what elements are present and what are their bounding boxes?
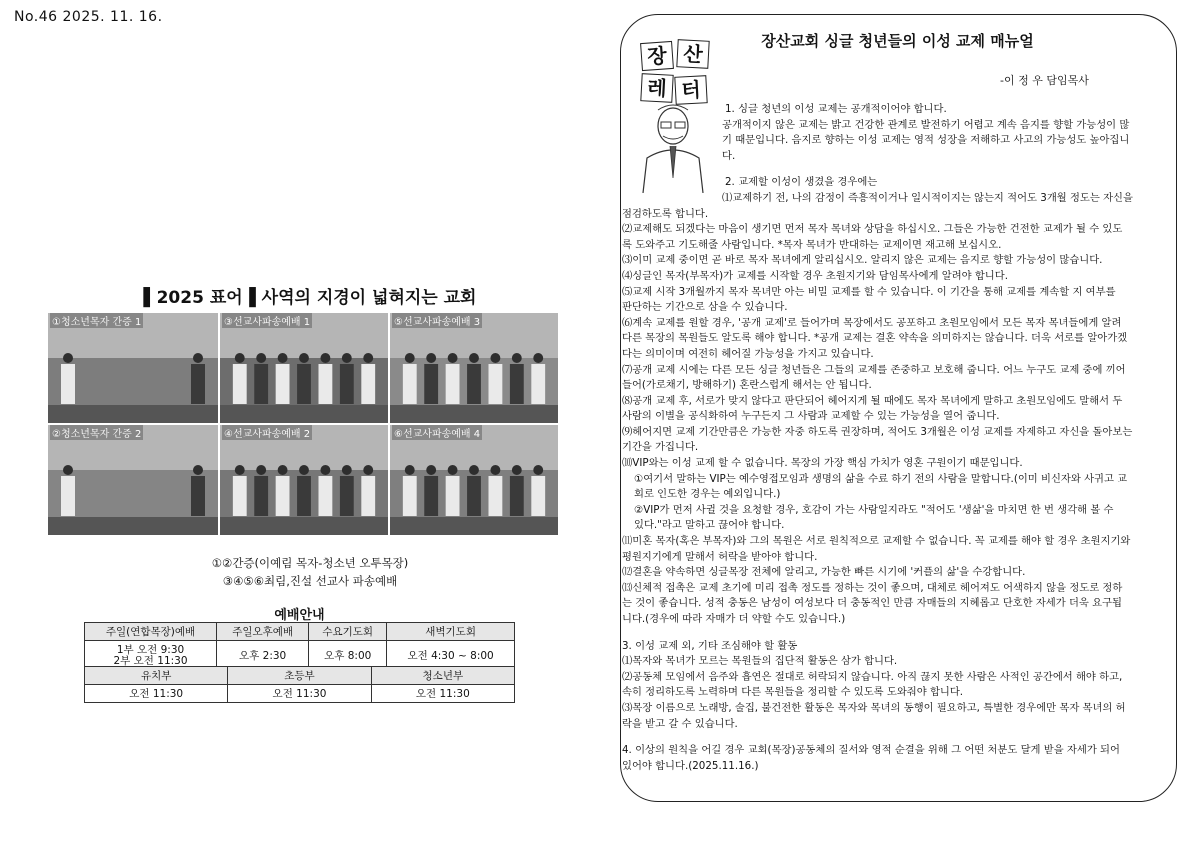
service-time: 오후 2:30 [217, 641, 309, 672]
article-line: ⑻공개 교제 후, 서로가 맞지 않다고 판단되어 헤어지게 될 때에도 목자 목녀에게 말하고 초원모임에도 말해서 두 [622, 394, 1123, 407]
article-line: ⑶이미 교제 중이면 곧 바로 목자 목녀에게 알리십시오. 알리지 않은 교제는 음지로 향할 가능성이 많습니다. [622, 254, 1103, 267]
event-photo [48, 425, 218, 535]
article-line: 들어(가로채기, 방해하기) 혼란스럽게 해서는 안 됩니다. [622, 379, 872, 392]
event-photo [220, 425, 388, 535]
photo-caption-1: ①②간증(이예림 목자-청소년 오투목장) [211, 556, 409, 570]
article-line: 는 것이 좋습니다. 성적 충동은 남성이 여성보다 더 충동적인 만큼 자매들의 지혜롭고 단호한 자세가 더욱 요구됩 [622, 597, 1122, 610]
logo-tile: 레 [640, 73, 673, 103]
service-header: 주일(연합목장)예배 [85, 623, 217, 641]
article-line: ⑴목자와 목녀가 모르는 목원들의 집단적 활동은 삼가 합니다. [622, 655, 898, 668]
photo-scene [390, 313, 558, 423]
article-line: 있어야 합니다.(2025.11.16.) [622, 759, 759, 772]
photo-label: ⑤선교사파송예배 3 [392, 313, 482, 328]
article-line: 기 때문입니다. 음지로 향하는 이성 교제는 영적 성장을 저해하고 사고의 가능성도 높아집니 [722, 134, 1130, 147]
article-line: 다는 의미이며 여전히 헤어질 가능성을 가지고 있습니다. [622, 347, 874, 360]
photo-label: ③선교사파송예배 1 [222, 313, 312, 328]
event-photo [48, 313, 218, 423]
dept-header: 초등부 [228, 667, 371, 685]
event-photo [220, 313, 388, 423]
article-line: ⑺공개 교제 시에는 다른 모든 싱글 청년들은 그들의 교제를 존중하고 보호해 줍니다. 어느 누구도 교제 중에 끼어 [622, 363, 1126, 376]
article-line: ⑼헤어지면 교제 기간만큼은 가능한 자중 하도록 권장하며, 적어도 3개월은 이성 교제를 자제하고 자신을 돌아보는 [622, 425, 1133, 438]
event-photo [390, 313, 558, 423]
dept-time: 오전 11:30 [228, 685, 371, 703]
article-line: ⑴교제하기 전, 나의 감정이 즉흥적이거나 일시적이지는 않는지 적어도 3개월 정도는 자신을 [722, 191, 1133, 204]
event-photo [390, 425, 558, 535]
photo-scene [220, 313, 388, 423]
dept-time: 오전 11:30 [85, 685, 228, 703]
dept-header: 청소년부 [371, 667, 514, 685]
article-line: 니다.(경우에 따라 자매가 더 약할 수도 있습니다.) [622, 613, 846, 625]
article-line: 락을 받고 갈 수 있습니다. [622, 717, 738, 730]
service-guide-title: 예배안내 [274, 608, 325, 623]
photo-scene [220, 425, 388, 535]
article-line: ①여기서 말하는 VIP는 예수영접모임과 생명의 삶을 수료 하기 전의 사람을 말합니다.(이미 비신자와 사귀고 교 [634, 472, 1128, 485]
article-line: 3. 이성 교제 외, 기타 조심해야 할 활동 [622, 639, 798, 652]
article-line: ⑹계속 교제를 원할 경우, '공개 교제'로 들어가며 목장에서도 공포하고 초원모임에서 모든 목자 목녀들에게 알려 [622, 316, 1122, 329]
service-time: 오전 4:30 ~ 8:00 [387, 641, 515, 672]
service-time: 오후 8:00 [309, 641, 387, 672]
photo-caption-2: ③④⑤⑥최림,진설 선교사 파송예배 [222, 574, 398, 588]
article-author: -이 정 우 담임목사 [1000, 74, 1089, 87]
article-line: ⒀신체적 접촉은 교제 초기에 미리 접촉 정도를 정하는 것이 좋으며, 대체로 헤어져도 어색하지 않을 정도로 정하 [622, 581, 1123, 594]
article-line: ⑿결혼을 약속하면 싱글목장 전체에 알리고, 가능한 빠른 시기에 '커플의 삶'을 수강합니다. [622, 566, 1026, 579]
service-table-dept [84, 666, 515, 703]
article-line: ⑷싱글인 목자(부목자)가 교제를 시작할 경우 초원지기와 담임목사에게 알려야 합니다. [622, 269, 1008, 282]
article-line: 다른 목장의 목원들도 알도록 해야 합니다. *공개 교제는 결혼 약속을 의미하지는 않습니다. 더욱 서로를 알아가겠 [622, 332, 1128, 345]
article-line: 사람의 이별을 공식화하여 누구든지 그 사람과 교제할 수 있는 가능성을 열어 줍니다. [622, 410, 1000, 423]
photo-scene [48, 313, 218, 423]
service-header: 수요기도회 [309, 623, 387, 641]
photo-grid [48, 313, 558, 535]
article-line: 있다."라고 말하고 끊어야 합니다. [634, 519, 785, 532]
article-title: 장산교회 싱글 청년들의 이성 교제 매뉴얼 [761, 32, 1034, 50]
photo-scene [48, 425, 218, 535]
article-line: ⑶목장 이름으로 노래방, 술집, 불건전한 활동은 목자와 목녀의 동행이 필요하고, 특별한 경우에만 목자 목녀의 허 [622, 701, 1126, 714]
article-line: ⑽VIP와는 이성 교제 할 수 없습니다. 목장의 가장 핵심 가치가 영혼 구원이기 때문입니다. [622, 457, 1023, 470]
article-line: ⑵공동체 모임에서 음주와 흡연은 절대로 허락되지 않습니다. 아직 끊지 못한 사람은 사적인 공간에서 해야 하고, [622, 670, 1123, 683]
article-line: 다. [722, 149, 736, 162]
paragraph-gap [622, 732, 1160, 743]
article-line: 2. 교제할 이성이 생겼을 경우에는 [725, 176, 878, 189]
service-table-main [84, 622, 515, 672]
article-line: 점검하도록 합니다. [622, 207, 709, 220]
article-line: ⑵교제해도 되겠다는 마음이 생기면 먼저 목자 목녀와 상담을 하십시오. 그들은 가능한 건전한 교제가 될 수 있도 [622, 223, 1123, 236]
paragraph-gap [622, 164, 1160, 175]
article-line: ②VIP가 먼저 사귈 것을 요청할 경우, 호감이 가는 사람일지라도 "적어도 '생삶'을 마치면 한 번 생각해 볼 수 [634, 503, 1114, 516]
service-header: 주일오후예배 [217, 623, 309, 641]
logo-tile: 산 [676, 39, 709, 69]
article-line: 4. 이상의 원칙을 어길 경우 교회(목장)공동체의 질서와 영적 순결을 위해 그 어떤 처분도 달게 받을 자세가 되어 [622, 744, 1120, 757]
article-line: 속히 정리하도록 노력하며 다른 목원들을 정리할 수 있도록 도와줘야 합니다. [622, 686, 964, 699]
article-line: 회로 인도한 경우는 예외입니다.) [634, 488, 781, 501]
photo-scene [390, 425, 558, 535]
service-time: 1부 오전 9:30 2부 오전 11:30 [85, 641, 217, 672]
issue-number: No.46 2025. 11. 16. [14, 9, 163, 25]
photo-label: ①청소년목자 간증 1 [50, 313, 143, 328]
photo-label: ②청소년목자 간증 2 [50, 425, 143, 440]
article-line: 록 도와주고 기도해줄 사람입니다. *목자 목녀가 반대하는 교제이면 재고해 보십시오. [622, 238, 1002, 251]
paragraph-gap [622, 628, 1160, 639]
service-header: 새벽기도회 [387, 623, 515, 641]
article-line: 기간을 가집니다. [622, 441, 699, 454]
annual-motto: ▌2025 표어▐ 사역의 지경이 넓혀지는 교회 [143, 288, 477, 308]
article-line: 평원지기에게 말해서 허락을 받아야 합니다. [622, 550, 818, 563]
article-line: ⑾미혼 목자(혹은 부목자)와 그의 목원은 서로 원칙적으로 교제할 수 없습니다. 꼭 교제를 해야 할 경우 초원지기와 [622, 535, 1131, 548]
article-line: 판단하는 기간으로 삼을 수 있습니다. [622, 301, 788, 314]
logo-tile: 터 [674, 75, 707, 105]
photo-label: ⑥선교사파송예배 4 [392, 425, 482, 440]
logo-tile: 장 [640, 41, 674, 71]
article-line: 공개적이지 않은 교제는 밝고 건강한 관계로 발전하기 어렵고 계속 음지를 향할 가능성이 많 [722, 118, 1130, 131]
article-line: ⑸교제 시작 3개월까지 목자 목녀만 아는 비밀 교제를 할 수 있습니다. 이 기간을 통해 교제를 계속할 지 여부를 [622, 285, 1116, 298]
dept-header: 유치부 [85, 667, 228, 685]
article-line: 1. 싱글 청년의 이성 교제는 공개적이어야 합니다. [725, 103, 947, 115]
dept-time: 오전 11:30 [371, 685, 514, 703]
article-body [622, 102, 1160, 774]
photo-label: ④선교사파송예배 2 [222, 425, 312, 440]
